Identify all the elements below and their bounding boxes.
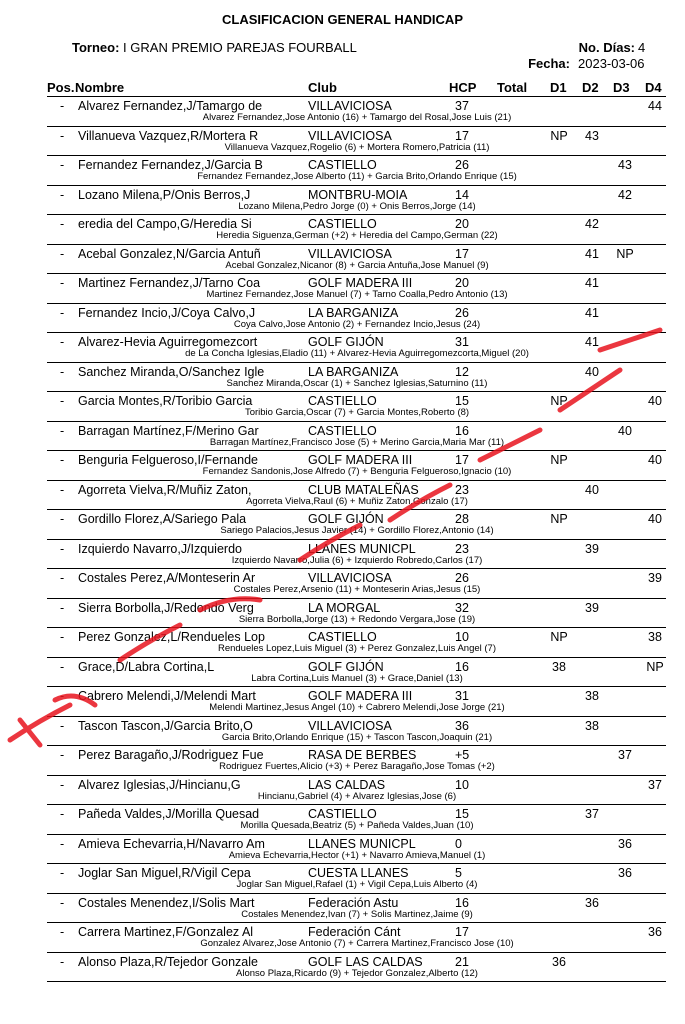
table-row xyxy=(47,304,666,334)
col-hcp: HCP xyxy=(449,80,477,95)
hcp-cell: 20 xyxy=(455,276,469,290)
name-cell: Benguria Felgueroso,I/Fernande xyxy=(78,453,258,467)
hcp-cell: 10 xyxy=(455,630,469,644)
hcp-cell: 31 xyxy=(455,335,469,349)
club-cell: LA BARGANIZA xyxy=(308,364,399,379)
pair-detail: Alonso Plaza,Ricardo (9) + Tejedor Gonzalez,Alberto (12) xyxy=(236,967,478,979)
name-cell: Perez Baragaño,J/Rodriguez Fue xyxy=(78,748,264,762)
table-row xyxy=(47,953,666,983)
tournament-label: Torneo: xyxy=(72,40,120,55)
position-cell: - xyxy=(60,217,65,231)
pair-detail: Fernandez Sandonis,Jose Alfredo (7) + Benguria Felgueroso,Ignacio (10) xyxy=(202,466,512,477)
pair-detail: Amieva Echevarria,Hector (+1) + Navarro Amieva,Manuel (1) xyxy=(228,849,486,861)
hcp-cell: 15 xyxy=(455,394,469,408)
day4-cell: 37 xyxy=(648,777,662,792)
pair-detail: Barragan Martínez,Francisco Jose (5) + Merino Garcia,Maria Mar (11) xyxy=(209,436,505,448)
pair-detail: Rendueles Lopez,Luis Miguel (3) + Perez Gonzalez,Luis Angel (7) xyxy=(217,643,497,654)
pair-detail: Costales Perez,Arsenio (11) + Monteserin Arias,Jesus (15) xyxy=(233,584,481,595)
pair-detail: de La Concha Iglesias,Eladio (11) + Alvarez-Hevia Aguirregomezcorta,Miguel (20) xyxy=(185,348,529,359)
table-row xyxy=(47,363,666,393)
name-cell: Alvarez Iglesias,J/Hincianu,G xyxy=(78,777,241,792)
position-cell: - xyxy=(60,394,65,408)
day2-cell: 41 xyxy=(585,276,599,290)
col-d1: D1 xyxy=(550,80,567,95)
col-total: Total xyxy=(497,80,528,95)
club-cell: LLANES MUNICPL xyxy=(308,541,416,556)
position-cell: - xyxy=(60,482,65,497)
position-cell: - xyxy=(60,364,65,379)
day2-cell: 43 xyxy=(585,128,599,143)
position-cell: - xyxy=(60,748,65,762)
pair-detail: Martinez Fernandez,Jose Manuel (7) + Tarno Coalla,Pedro Antonio (13) xyxy=(206,289,508,300)
club-cell: LA MORGAL xyxy=(308,600,381,615)
day4-cell: 40 xyxy=(648,394,662,408)
day3-cell: 37 xyxy=(618,748,632,762)
club-cell: CASTIELLO xyxy=(308,423,377,438)
pair-detail: Rodriguez Fuertes,Alicio (+3) + Perez Baragaño,Jose Tomas (+2) xyxy=(219,761,495,772)
day2-cell: 37 xyxy=(585,807,599,821)
club-cell: VILLAVICIOSA xyxy=(308,99,392,113)
day4-cell: 39 xyxy=(648,571,662,585)
day1-cell: NP xyxy=(550,128,568,143)
club-cell: LLANES MUNICPL xyxy=(308,836,416,851)
hcp-cell: +5 xyxy=(455,748,470,762)
pair-detail: Sanchez Miranda,Oscar (1) + Sanchez Iglesias,Saturnino (11) xyxy=(226,377,488,389)
position-cell: - xyxy=(60,630,65,644)
hcp-cell: 14 xyxy=(455,187,469,202)
name-cell: Izquierdo Navarro,J/Izquierdo xyxy=(78,541,242,556)
tournament-name: I GRAN PREMIO PAREJAS FOURBALL xyxy=(123,40,357,55)
club-cell: GOLF LAS CALDAS xyxy=(308,954,423,969)
table-row xyxy=(47,628,666,658)
col-nombre: Nombre xyxy=(75,80,125,95)
day2-cell: 39 xyxy=(585,600,599,615)
pair-detail: Labra Cortina,Luis Manuel (3) + Grace,Daniel (13) xyxy=(251,672,463,684)
pair-detail: Coya Calvo,Jose Antonio (2) + Fernandez Incio,Jesus (24) xyxy=(233,318,481,330)
club-cell: VILLAVICIOSA xyxy=(308,246,392,261)
day3-cell: 36 xyxy=(618,866,632,880)
pair-detail: Izquierdo Navarro,Julia (6) + Izquierdo Robredo,Carlos (17) xyxy=(231,554,483,566)
hcp-cell: 17 xyxy=(455,453,469,467)
club-cell: GOLF GIJÓN xyxy=(308,512,384,526)
table-header xyxy=(47,79,666,97)
position-cell: - xyxy=(60,541,65,556)
table-row xyxy=(47,215,666,245)
hcp-cell: 17 xyxy=(455,925,469,939)
hcp-cell: 32 xyxy=(455,600,469,615)
pair-detail: Hincianu,Gabriel (4) + Alvarez Iglesias,Jose (6) xyxy=(257,790,457,802)
name-cell: Amieva Echevarria,H/Navarro Am xyxy=(78,836,265,851)
table-row xyxy=(47,776,666,806)
position-cell: - xyxy=(60,423,65,438)
club-cell: Federación Astu xyxy=(308,895,399,910)
club-cell: CASTIELLO xyxy=(308,158,377,172)
pair-detail: Sariego Palacios,Jesus Javier (14) + Gordillo Florez,Antonio (14) xyxy=(220,525,494,536)
table-row xyxy=(47,245,666,275)
table-row xyxy=(47,451,666,481)
position-cell: - xyxy=(60,895,65,910)
col-club: Club xyxy=(308,80,337,95)
hcp-cell: 21 xyxy=(455,954,469,969)
col-d3: D3 xyxy=(613,80,630,95)
name-cell: Acebal Gonzalez,N/Garcia Antuñ xyxy=(78,246,261,261)
table-row xyxy=(47,864,666,894)
day2-cell: 41 xyxy=(585,305,599,320)
club-cell: GOLF GIJÓN xyxy=(308,335,384,349)
position-cell: - xyxy=(60,128,65,143)
pair-detail: Lozano Milena,Pedro Jorge (0) + Onis Berros,Jorge (14) xyxy=(238,200,476,212)
club-cell: LAS CALDAS xyxy=(308,777,386,792)
day4-cell: NP xyxy=(646,659,664,674)
club-cell: CASTIELLO xyxy=(308,394,377,408)
name-cell: Joglar San Miguel,R/Vigil Cepa xyxy=(78,866,251,880)
tournament-line xyxy=(72,40,357,55)
date-label: Fecha: xyxy=(528,56,570,71)
table-row xyxy=(47,569,666,599)
pair-detail: Fernandez Fernandez,Jose Alberto (11) + Garcia Brito,Orlando Enrique (15) xyxy=(197,171,517,182)
day1-cell: 36 xyxy=(552,954,566,969)
position-cell: - xyxy=(60,866,65,880)
position-cell: - xyxy=(60,158,65,172)
name-cell: Alonso Plaza,R/Tejedor Gonzale xyxy=(78,954,258,969)
hcp-cell: 23 xyxy=(455,541,469,556)
hcp-cell: 17 xyxy=(455,128,469,143)
club-cell: Federación Cánt xyxy=(308,925,401,939)
position-cell: - xyxy=(60,276,65,290)
pair-detail: Sierra Borbolla,Jorge (13) + Redondo Vergara,Jose (19) xyxy=(238,613,476,625)
position-cell: - xyxy=(60,187,65,202)
position-cell: - xyxy=(60,453,65,467)
table-row xyxy=(47,835,666,865)
pair-detail: Morilla Quesada,Beatriz (5) + Pañeda Valdes,Juan (10) xyxy=(240,820,474,831)
day2-cell: 36 xyxy=(585,895,599,910)
table-row xyxy=(47,422,666,452)
table-row xyxy=(47,658,666,688)
day2-cell: 42 xyxy=(585,217,599,231)
name-cell: eredia del Campo,G/Heredia Si xyxy=(78,217,252,231)
day4-cell: 40 xyxy=(648,453,662,467)
day2-cell: 40 xyxy=(585,482,599,497)
hcp-cell: 26 xyxy=(455,305,469,320)
name-cell: Perez Gonzalez,L/Rendueles Lop xyxy=(78,630,265,644)
hcp-cell: 23 xyxy=(455,482,469,497)
pair-detail: Melendi Martinez,Jesus Angel (10) + Cabrero Melendi,Jose Jorge (21) xyxy=(209,702,505,713)
day2-cell: 40 xyxy=(585,364,599,379)
hcp-cell: 26 xyxy=(455,571,469,585)
position-cell: - xyxy=(60,925,65,939)
table-row xyxy=(47,805,666,835)
results-table xyxy=(47,97,666,982)
day4-cell: 36 xyxy=(648,925,662,939)
position-cell: - xyxy=(60,512,65,526)
position-cell: - xyxy=(60,571,65,585)
table-row xyxy=(47,274,666,304)
hcp-cell: 0 xyxy=(455,836,462,851)
name-cell: Barragan Martínez,F/Merino Gar xyxy=(78,423,259,438)
name-cell: Garcia Montes,R/Toribio Garcia xyxy=(78,394,253,408)
day2-cell: 41 xyxy=(585,246,599,261)
day2-cell: 38 xyxy=(585,718,599,733)
club-cell: CLUB MATALEÑAS xyxy=(308,482,419,497)
club-cell: VILLAVICIOSA xyxy=(308,718,392,733)
pair-detail: Agorreta Vielva,Raul (6) + Muñiz Zaton,Gonzalo (17) xyxy=(246,495,468,507)
name-cell: Agorreta Vielva,R/Muñiz Zaton, xyxy=(78,482,252,497)
club-cell: GOLF MADERA III xyxy=(308,453,413,467)
name-cell: Lozano Milena,P/Onis Berros,J xyxy=(78,187,251,202)
club-cell: MONTBRU-MOIA xyxy=(308,187,408,202)
table-row xyxy=(47,717,666,747)
position-cell: - xyxy=(60,305,65,320)
club-cell: CUESTA LLANES xyxy=(308,866,409,880)
table-row xyxy=(47,186,666,216)
hcp-cell: 15 xyxy=(455,807,469,821)
table-row xyxy=(47,540,666,570)
pair-detail: Joglar San Miguel,Rafael (1) + Vigil Cepa,Luis Alberto (4) xyxy=(236,879,478,890)
table-row xyxy=(47,97,666,127)
pair-detail: Toribio Garcia,Oscar (7) + Garcia Montes,Roberto (8) xyxy=(244,407,470,418)
name-cell: Martinez Fernandez,J/Tarno Coa xyxy=(78,276,261,290)
pair-detail: Costales Menendez,Ivan (7) + Solis Martinez,Jaime (9) xyxy=(241,908,473,920)
name-cell: Alvarez Fernandez,J/Tamargo de xyxy=(78,99,263,113)
day2-cell: 41 xyxy=(585,335,599,349)
club-cell: GOLF MADERA III xyxy=(308,689,413,703)
hcp-cell: 16 xyxy=(455,659,469,674)
hcp-cell: 36 xyxy=(455,718,469,733)
club-cell: RASA DE BERBES xyxy=(308,748,417,762)
date-value: 2023-03-06 xyxy=(578,56,645,71)
club-cell: VILLAVICIOSA xyxy=(308,571,392,585)
hcp-cell: 37 xyxy=(455,99,469,113)
day3-cell: 43 xyxy=(618,158,632,172)
day1-cell: NP xyxy=(550,630,568,644)
day3-cell: 42 xyxy=(618,187,632,202)
position-cell: - xyxy=(60,689,65,703)
club-cell: LA BARGANIZA xyxy=(308,305,399,320)
days-label: No. Días: xyxy=(578,40,635,55)
day1-cell: 38 xyxy=(552,659,566,674)
table-row xyxy=(47,746,666,776)
club-cell: VILLAVICIOSA xyxy=(308,128,392,143)
table-row xyxy=(47,156,666,186)
day2-cell: 39 xyxy=(585,541,599,556)
hcp-cell: 26 xyxy=(455,158,469,172)
position-cell: - xyxy=(60,954,65,969)
name-cell: Costales Menendez,I/Solis Mart xyxy=(78,895,255,910)
hcp-cell: 31 xyxy=(455,689,469,703)
name-cell: Cabrero Melendi,J/Melendi Mart xyxy=(78,689,256,703)
hcp-cell: 28 xyxy=(455,512,469,526)
day1-cell: NP xyxy=(550,453,568,467)
table-row xyxy=(47,510,666,540)
name-cell: Fernandez Fernandez,J/Garcia B xyxy=(78,158,263,172)
club-cell: CASTIELLO xyxy=(308,807,377,821)
name-cell: Villanueva Vazquez,R/Mortera R xyxy=(78,128,259,143)
name-cell: Grace,D/Labra Cortina,L xyxy=(78,659,215,674)
club-cell: CASTIELLO xyxy=(308,630,377,644)
table-row xyxy=(47,599,666,629)
name-cell: Fernandez Incio,J/Coya Calvo,J xyxy=(78,305,256,320)
position-cell: - xyxy=(60,718,65,733)
pair-detail: Alvarez Fernandez,Jose Antonio (16) + Tamargo del Rosal,Jose Luis (21) xyxy=(202,112,512,123)
position-cell: - xyxy=(60,600,65,615)
day4-cell: 38 xyxy=(648,630,662,644)
position-cell: - xyxy=(60,777,65,792)
name-cell: Costales Perez,A/Monteserin Ar xyxy=(78,571,256,585)
club-cell: CASTIELLO xyxy=(308,217,377,231)
hcp-cell: 16 xyxy=(455,423,469,438)
name-cell: Carrera Martinez,F/Gonzalez Al xyxy=(78,925,254,939)
position-cell: - xyxy=(60,836,65,851)
name-cell: Tascon Tascon,J/Garcia Brito,O xyxy=(78,718,253,733)
pair-detail: Villanueva Vazquez,Rogelio (6) + Mortera Romero,Patricia (11) xyxy=(224,141,490,153)
hcp-cell: 20 xyxy=(455,217,469,231)
table-row xyxy=(47,333,666,363)
hcp-cell: 12 xyxy=(455,364,469,379)
table-row xyxy=(47,127,666,157)
day3-cell: NP xyxy=(616,246,634,261)
position-cell: - xyxy=(60,659,65,674)
report-title: CLASIFICACION GENERAL HANDICAP xyxy=(222,12,463,27)
day4-cell: 44 xyxy=(648,99,662,113)
col-d4: D4 xyxy=(645,80,662,95)
name-cell: Sanchez Miranda,O/Sanchez Igle xyxy=(78,364,265,379)
pair-detail: Garcia Brito,Orlando Enrique (15) + Tascon Tascon,Joaquin (21) xyxy=(221,731,493,743)
table-row xyxy=(47,894,666,924)
pair-detail: Heredia Siguenza,German (+2) + Heredia del Campo,German (22) xyxy=(216,230,498,241)
table-row xyxy=(47,687,666,717)
pair-detail: Gonzalez Alvarez,Jose Antonio (7) + Carrera Martinez,Francisco Jose (10) xyxy=(200,938,514,949)
club-cell: GOLF MADERA III xyxy=(308,276,413,290)
name-cell: Sierra Borbolla,J/Redondo Verg xyxy=(78,600,254,615)
hcp-cell: 5 xyxy=(455,866,462,880)
table-row xyxy=(47,392,666,422)
hcp-cell: 10 xyxy=(455,777,469,792)
name-cell: Pañeda Valdes,J/Morilla Quesad xyxy=(78,807,260,821)
position-cell: - xyxy=(60,335,65,349)
day2-cell: 38 xyxy=(585,689,599,703)
days-value: 4 xyxy=(638,40,646,55)
name-cell: Gordillo Florez,A/Sariego Pala xyxy=(78,512,247,526)
position-cell: - xyxy=(60,246,65,261)
day3-cell: 36 xyxy=(618,836,632,851)
col-pos: Pos. xyxy=(47,80,75,95)
table-row xyxy=(47,481,666,511)
hcp-cell: 17 xyxy=(455,246,469,261)
club-cell: GOLF GIJÓN xyxy=(308,659,384,674)
position-cell: - xyxy=(60,99,65,113)
hcp-cell: 16 xyxy=(455,895,469,910)
day3-cell: 40 xyxy=(618,423,632,438)
day1-cell: NP xyxy=(550,512,568,526)
position-cell: - xyxy=(60,807,65,821)
name-cell: Alvarez-Hevia Aguirregomezcort xyxy=(78,335,258,349)
pair-detail: Acebal Gonzalez,Nicanor (8) + Garcia Antuña,Jose Manuel (9) xyxy=(225,259,489,271)
day1-cell: NP xyxy=(550,394,568,408)
day4-cell: 40 xyxy=(648,512,662,526)
col-d2: D2 xyxy=(582,80,599,95)
table-row xyxy=(47,923,666,953)
